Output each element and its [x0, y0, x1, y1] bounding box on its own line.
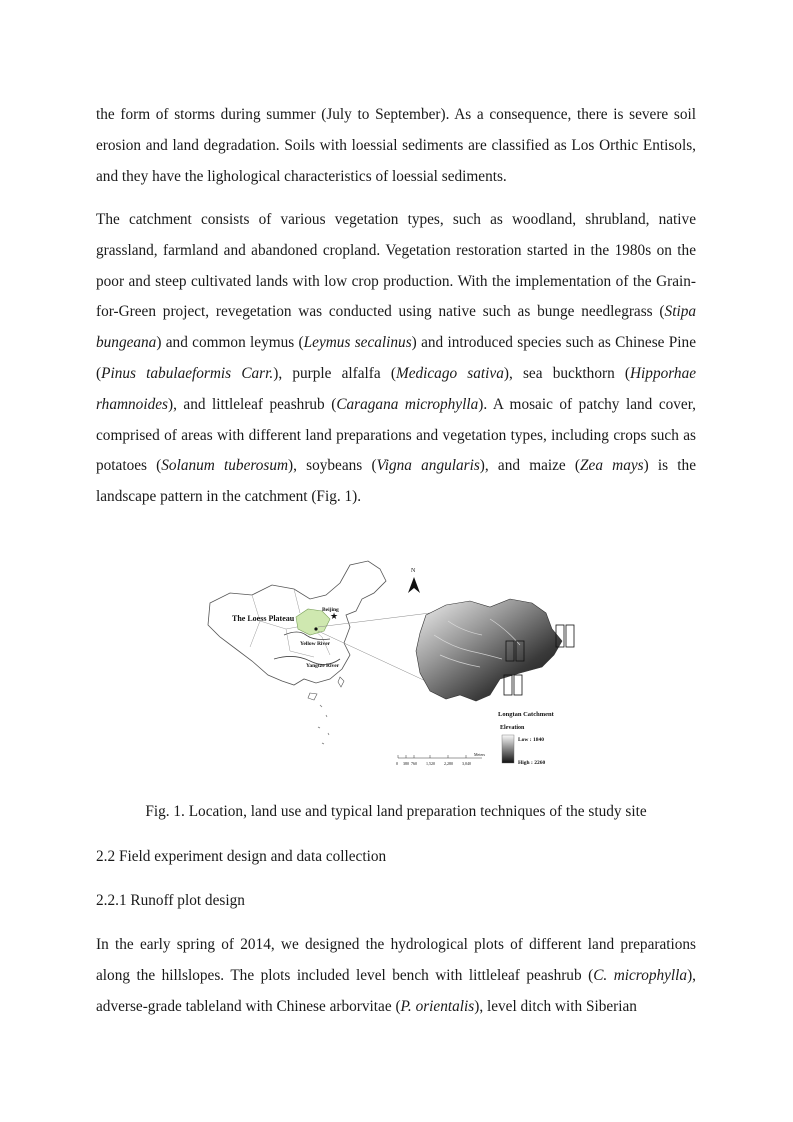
plot-box	[566, 625, 574, 647]
elevation-legend-ramp	[502, 735, 514, 763]
text-run: ) and introduced species such as Chinese Pine (	[96, 334, 696, 382]
text-run: ), purple alfalfa (	[273, 364, 396, 382]
catchment-title: Longtan Catchment	[498, 711, 554, 718]
species-name: Pinus tabulaeformis Carr.	[101, 364, 274, 382]
scale-tick-label: 2,280	[444, 761, 453, 766]
text-run: ), level ditch with Siberian	[474, 997, 637, 1015]
study-site-marker	[314, 627, 317, 630]
scale-tick-label: 0	[396, 761, 398, 766]
yangtze-river-label: Yangtze River	[306, 663, 340, 669]
taiwan-outline	[338, 677, 344, 687]
species-name: C. microphylla	[593, 966, 688, 984]
species-name: Zea mays	[580, 457, 644, 475]
text-run: ), and maize (	[479, 457, 581, 475]
scale-tick-label: 380	[403, 761, 409, 766]
scale-unit-label: Meters	[474, 752, 486, 757]
species-name: Leymus secalinus	[303, 334, 412, 352]
catchment-elevation-map	[416, 599, 562, 701]
text-run: ), sea buckthorn (	[503, 364, 630, 382]
scale-tick-label: 760	[411, 761, 417, 766]
species-name: Vigna angularis	[376, 457, 480, 475]
plot-box	[504, 675, 512, 695]
elevation-title: Elevation	[500, 725, 525, 731]
species-name: Stipa bungeana	[96, 303, 696, 352]
scale-bar	[396, 752, 486, 767]
north-label: N	[411, 568, 416, 574]
text-run: In the early spring of 2014, we designed the hydrological plots of different land preparations along the hillslopes. The plots included level bench with littleleaf peashrub (	[96, 936, 696, 984]
figure-caption: Fig. 1. Location, land use and typical land preparation techniques of the study site	[145, 803, 647, 820]
loess-plateau-label: The Loess Plateau	[232, 614, 295, 623]
scale-tick-label: 3,040	[462, 761, 471, 766]
species-name: Hipporhae rhamnoides	[96, 364, 697, 413]
beijing-label: Beijing	[322, 607, 339, 613]
text-run: The catchment consists of various vegetation types, such as woodland, shrubland, native grassland, farmland and abandoned cropland. Vegetation restoration started in the 1980s on the poor and steep cultivated lands with low crop production. With the implementation of the Grain-for-Green project, revegetation was conducted using native such as bunge needlegrass (	[96, 211, 696, 321]
yellow-river-label: Yellow River	[300, 641, 331, 647]
hainan-outline	[308, 693, 317, 700]
paragraph-2	[96, 205, 696, 513]
figure-1-map	[190, 555, 610, 770]
scale-tick-label: 1,520	[426, 761, 435, 766]
subsection-heading: 2.2.1 Runoff plot design	[96, 892, 245, 909]
text-run: ), and littleleaf peashrub (	[167, 395, 337, 413]
text-run: ), adverse-grade tableland with Chinese arborvitae (	[96, 966, 696, 1015]
species-name: Caragana microphylla	[336, 395, 479, 413]
text-run: ) and common leymus (	[156, 334, 304, 352]
south-sea-islands	[318, 705, 329, 744]
north-arrow-icon	[408, 577, 420, 593]
text-run: ) is the landscape pattern in the catchment (Fig. 1).	[96, 457, 696, 506]
text-run: ). A mosaic of patchy land cover, comprised of areas with different land preparations and vegetation types, including crops such as potatoes (	[96, 395, 696, 475]
legend-low-label: Low : 1840	[518, 737, 544, 743]
paragraph-1	[96, 100, 696, 192]
legend-high-label: High : 2260	[518, 760, 546, 766]
text-run: ), soybeans (	[288, 457, 377, 475]
species-name: Solanum tuberosum	[161, 457, 289, 475]
species-name: Medicago sativa	[395, 364, 504, 382]
text-run: the form of storms during summer (July to September). As a consequence, there is severe soil erosion and land degradation. Soils with loessial sediments are classified as Los Orthic Entisols, and they have the lighological characteristics of loessial sediments.	[96, 106, 696, 185]
section-heading: 2.2 Field experiment design and data collection	[96, 848, 387, 865]
beijing-star-icon: ★	[330, 611, 339, 621]
species-name: P. orientalis	[400, 997, 475, 1015]
plot-box	[514, 675, 522, 695]
paragraph-3	[96, 930, 696, 1022]
